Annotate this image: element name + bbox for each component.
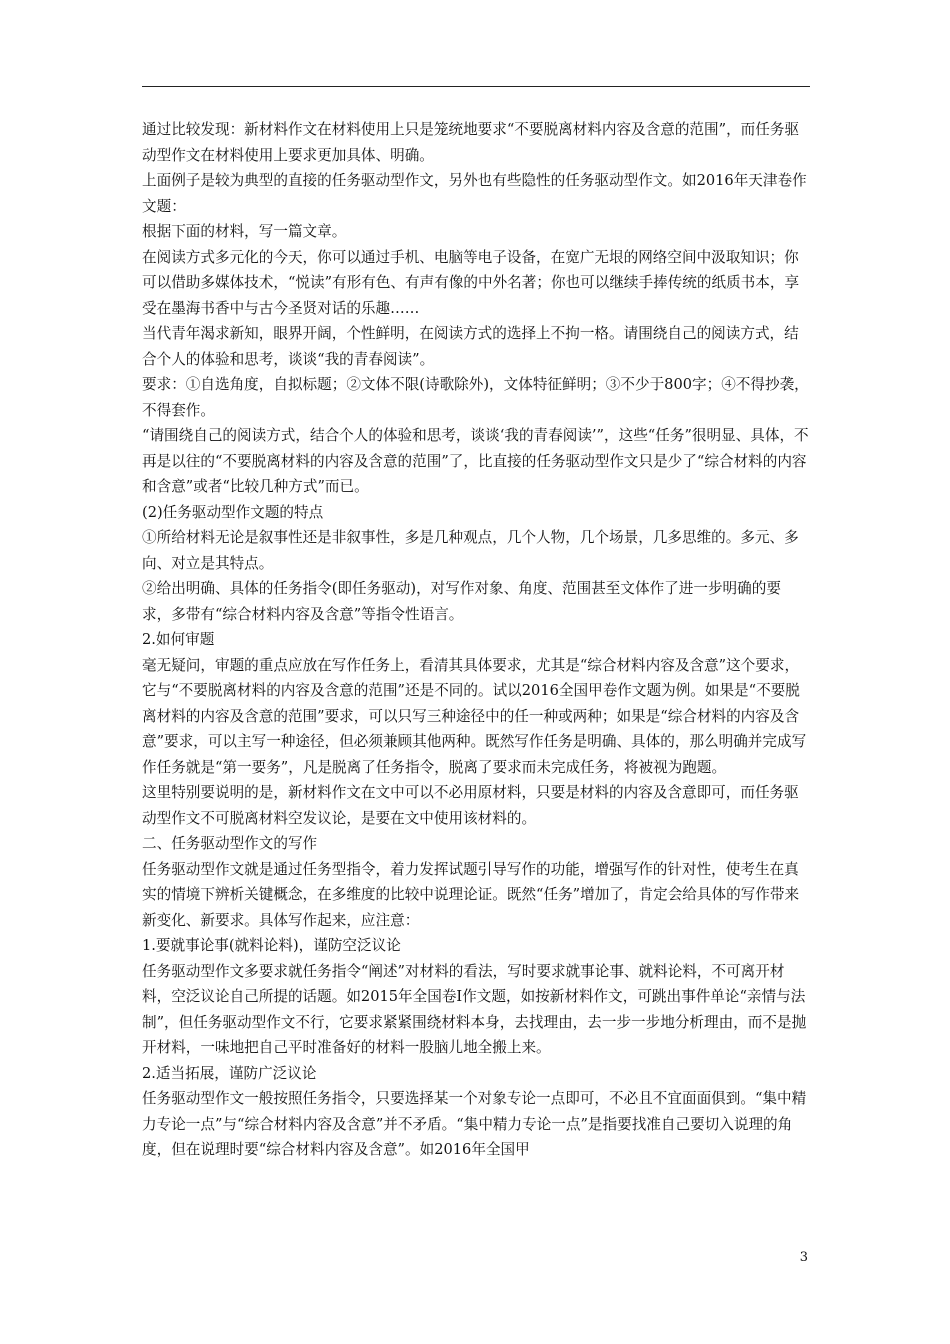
paragraph-prompt-instruction: 根据下面的材料，写一篇文章。 bbox=[142, 223, 347, 240]
section-heading-how-to-read: 2.如何审题 bbox=[142, 631, 215, 648]
paragraph-prompt-material: 在阅读方式多元化的今天，你可以通过手机、电脑等电子设备，在宽广无垠的网络空间中汲取知识；你可以借助多媒体技术，“悦读”有形有色、有声有像的中外名著；你也可以继续手捧传统的纸质书本，享受在墨海书香中与古今圣贤对话的乐趣…… bbox=[142, 248, 800, 317]
paragraph-point-1: 任务驱动型作文多要求就任务指令“阐述”对材料的看法，写时要求就事论事、就料论料，不可离开材料，空泛议论自己所提的话题。如2015年全国卷Ⅰ作文题，如按新材料作文，可跳出事件单论“亲情与法制”，但任务驱动型作文不行，它要求紧紧围绕材料本身，去找理由，去一步一步地分析理由，而不是抛开材料，一味地把自己平时准备好的材料一股脑儿地全搬上来。 bbox=[142, 962, 807, 1056]
page-number: 3 bbox=[799, 1250, 808, 1265]
paragraph-prompt-task: 当代青年渴求新知，眼界开阔，个性鲜明，在阅读方式的选择上不拘一格。请围绕自己的阅读方式，结合个人的体验和思考，谈谈“我的青春阅读”。 bbox=[142, 325, 799, 368]
paragraph-implicit-task: 上面例子是较为典型的直接的任务驱动型作文，另外也有些隐性的任务驱动型作文。如2016年天津卷作文题： bbox=[142, 172, 807, 215]
paragraph-special-note: 这里特别要说明的是，新材料作文在文中可以不必用原材料，只要是材料的内容及含意即可，而任务驱动型作文不可脱离材料空发议论，是要在文中使用该材料的。 bbox=[142, 784, 799, 827]
paragraph-feature-2: ②给出明确、具体的任务指令(即任务驱动)，对写作对象、角度、范围甚至文体作了进一步明确的要求，多带有“综合材料内容及含意”等指令性语言。 bbox=[142, 580, 781, 623]
section-heading-writing: 二、任务驱动型作文的写作 bbox=[142, 835, 318, 852]
section-heading-point-1: 1.要就事论事(就料论料)，谨防空泛议论 bbox=[142, 937, 401, 954]
paragraph-writing-intro: 任务驱动型作文就是通过任务型指令，着力发挥试题引导写作的功能，增强写作的针对性，使考生在真实的情境下辨析关键概念，在多维度的比较中说理论证。既然“任务”增加了，肯定会给具体的写作带来新变化、新要求。具体写作起来，应注意： bbox=[142, 860, 800, 929]
paragraph-task-analysis: “请围绕自己的阅读方式，结合个人的体验和思考，谈谈‘我的青春阅读’”，这些“任务”很明显、具体，不再是以往的“不要脱离材料的内容及含意的范围”了，比直接的任务驱动型作文只是少了“综合材料的内容和含意”或者“比较几种方式”而已。 bbox=[142, 427, 809, 495]
section-heading-features: (2)任务驱动型作文题的特点 bbox=[142, 503, 324, 521]
paragraph-comparison: 通过比较发现：新材料作文在材料使用上只是笼统地要求“不要脱离材料内容及含意的范围”，而任务驱动型作文在材料使用上要求更加具体、明确。 bbox=[142, 121, 800, 164]
document-body bbox=[142, 117, 810, 1163]
paragraph-point-2: 任务驱动型作文一般按照任务指令，只要选择某一个对象专论一点即可，不必且不宜面面俱到。“集中精力专论一点”与“综合材料内容及含意”并不矛盾。“集中精力专论一点”是指要找准自己要切入说理的角度，但在说理时要“综合材料内容及含意”。如2016年全国甲 bbox=[142, 1090, 807, 1158]
section-heading-point-2: 2.适当拓展，谨防广泛议论 bbox=[142, 1064, 317, 1082]
paragraph-prompt-requirements: 要求：①自选角度，自拟标题；②文体不限(诗歌除外)，文体特征鲜明；③不少于800字；④不得抄袭，不得套作。 bbox=[142, 376, 809, 419]
paragraph-reading-focus: 毫无疑问，审题的重点应放在写作任务上，看清其具体要求，尤其是“综合材料内容及含意”这个要求，它与“不要脱离材料的内容及含意的范围”还是不同的。试以2016全国甲卷作文题为例。如果是“不要脱离材料的内容及含意的范围”要求，可以只写三种途径中的任一种或两种；如果是“综合材料的内容及含意”要求，可以主写一种途径，但必须兼顾其他两种。既然写作任务是明确、具体的，那么明确并完成写作任务就是“第一要务”，凡是脱离了任务指令，脱离了要求而未完成任务，将被视为跑题。 bbox=[142, 656, 807, 776]
header-rule bbox=[142, 86, 810, 87]
paragraph-feature-1: ①所给材料无论是叙事性还是非叙事性，多是几种观点，几个人物，几个场景，几多思维的。多元、多向、对立是其特点。 bbox=[142, 529, 799, 572]
